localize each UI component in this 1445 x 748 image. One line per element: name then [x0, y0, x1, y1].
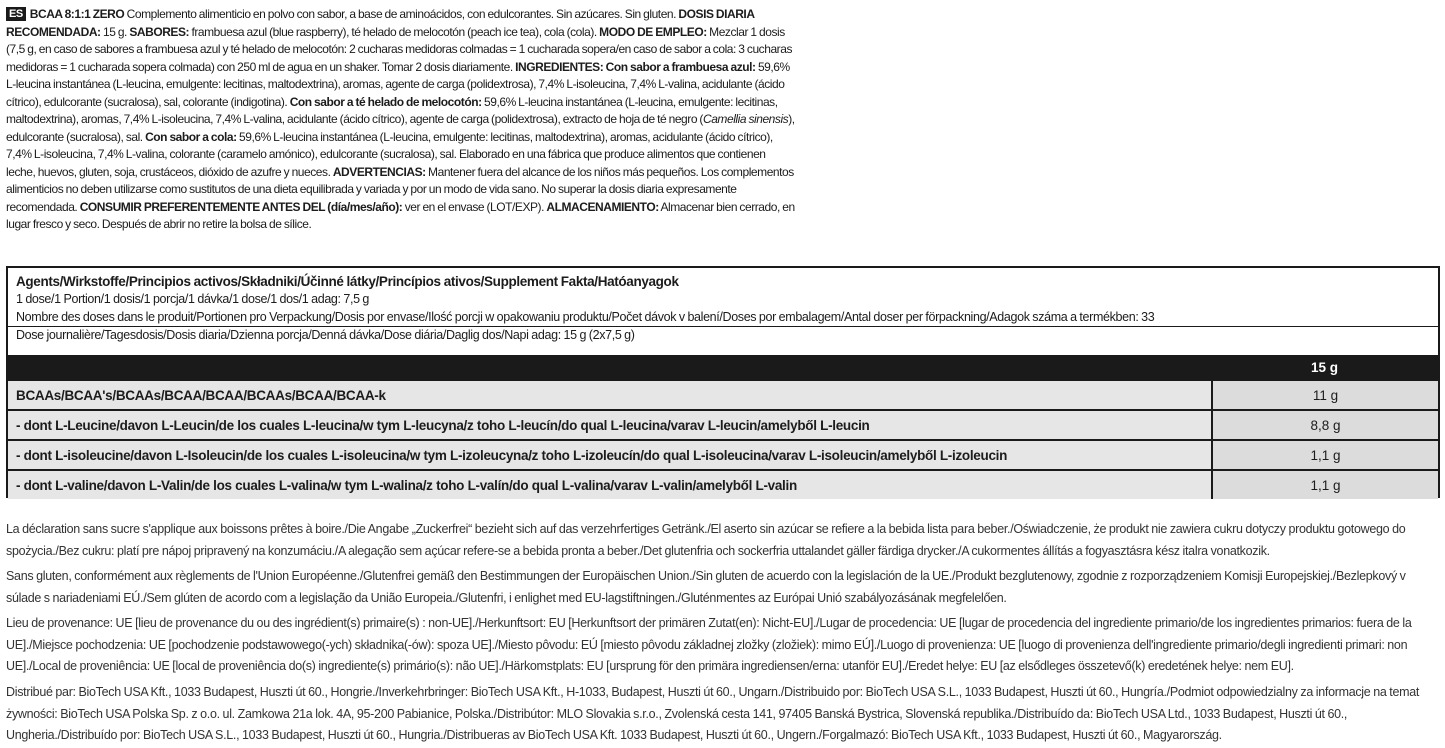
almacenamiento-text: Almacenar bien cerrado, en lugar fresco y seco. Después de abrir no retire la bolsa de sílice.: [6, 199, 795, 231]
product-intro: Complemento alimenticio en polvo con sabor, a base de aminoácidos, con edulcorantes. Sin azúcares. Sin gluten.: [124, 7, 679, 21]
advertencias-title: ADVERTENCIAS:: [332, 164, 426, 179]
sugar-free-note: La déclaration sans sucre s'applique aux boissons prêtes à boire./Die Angabe „Zuckerfrei“ bezieht sich auf das verzehrfertiges Getränk./El aserto sin azúcar se refiere a la bebida lista para beber./Oświadczenie, że produkt nie zawiera cukru dotyczy produktu gotowego do spożycia./Bez cukru: platí pre nápoj pripravený na konzumáciu./A alegação sem açúcar refere-se a bebida pronta a beber./Det glutenfria och sockerfria uttalandet gäller färdiga drycker./A cukormentes állítás a fogyasztásra kész italra vonatkozik.: [6, 522, 1406, 558]
advertencias-text: Mantener fuera del alcance de los niños más pequeños. Los complementos alimenticios no deben utilizarse como sustitutos de una dieta equilibrada y variada y por un modo de vida sano. No superar la dosis diaria expresamente recomendada.: [6, 164, 794, 214]
cola-title: Con sabor a cola:: [145, 129, 237, 144]
daily-dose: Dose journalière/Tagesdosis/Dosis diaria/Dzienna porcja/Denná dávka/Dose diária/Daglig dos/Napi adag: 15 g (2x7,5 g): [16, 328, 635, 342]
melocoton-text-a: 59,6% L-leucina instantánea (L-leucina, emulgente: lecitinas, maltodextrina), aromas, 7,4% L-isoleucina, 7,4% L-valina, acidulante (ácido cítrico), agente de carga (polidextrosa), extracto de hoja de té negro (: [6, 94, 778, 126]
supplement-facts-header: [8, 268, 1438, 345]
row-value: 1,1 g: [1211, 441, 1438, 469]
almacenamiento-title: ALMACENAMIENTO:: [546, 199, 659, 214]
product-name: BCAA 8:1:1 ZERO: [29, 7, 125, 21]
column-header-15g: 15 g: [1211, 355, 1438, 379]
gluten-free-note: Sans gluten, conformément aux règlements de l'Union Européenne./Glutenfrei gemäß den Bestimmungen der Europäischen Union./Sin gluten de acuerdo con la legislación de la UE./Produkt bezglutenowy, zgodnie z rozporządzeniem Komisji Europejskiej./Bezlepkový v súlade s nariadeniami EÚ./Sem glúten de acordo com a legislação da União Europeia./Glutenfri, i enlighet med EU-lagstiftningen./Gluténmentes az Európai Unió szabályozásának megfelelően.: [6, 569, 1406, 605]
cola-text: 59,6% L-leucina instantánea (L-leucina, emulgente: lecitinas, maltodextrina), aromas, acidulante (ácido cítrico), 7,4% L-isoleucina, 7,4% L-valina, colorante (caramelo amónico), edulcorante (sucralosa), sal. Elaborado en una fábrica que produce alimentos que contienen leche, huevos, gluten, soja, crustáceos, dióxido de azufre y nueces.: [6, 129, 773, 179]
melocoton-text-b: ), edulcorante (sucralosa), sal.: [6, 112, 795, 144]
modo-title: MODO DE EMPLEO:: [599, 24, 707, 39]
table-row: [8, 409, 1438, 439]
supplement-facts-box: [6, 266, 1440, 498]
consumir-text: ver en el envase (LOT/EXP).: [402, 199, 547, 214]
doses-per-pack: Nombre des doses dans le produit/Portionen pro Verpackung/Dosis por envase/Ilość porcji w opakowaniu produktu/Počet dávok v balení/Doses por embalagem/Antal doser per förpackning/Adagok száma a termékben: 33: [8, 309, 1438, 328]
table-header-row: [8, 355, 1438, 379]
spanish-label-text: [6, 6, 796, 234]
supplement-facts-table: [8, 355, 1438, 499]
row-value: 8,8 g: [1211, 411, 1438, 439]
ingredientes-title: INGREDIENTES:: [515, 59, 604, 74]
language-badge: ES: [6, 7, 26, 21]
distributor-note: Distribué par: BioTech USA Kft., 1033 Budapest, Huszti út 60., Hongrie./Inverkehrbringer: BioTech USA Kft., H-1033, Budapest, Huszti út 60., Ungarn./Distribuido por: BioTech USA S.L., 1033 Budapest, Huszti út 60., Hungría./Podmiot odpowiedzialny za informacje na temat żywności: BioTech USA Polska Sp. z o.o. ul. Zamkowa 21a lok. 4A, 95-200 Pabianice, Polska./Distribútor: MLO Slovakia s.r.o., Zvolenská cesta 141, 97405 Banská Bystrica, Slovenská republika./Distribuído da: BioTech USA Ltd., 1033 Budapest, Huszti út 60., Ungheria./Distribuído por: BioTech USA S.L., 1033 Budapest, Huszti út 60., Hungria./Distribueras av BioTech USA Kft. 1033 Budapest, Huszti út 60., Ungern./Forgalmazó: BioTech USA Kft., 1033 Budapest, Huszti út 60., Magyarország.: [6, 685, 1420, 742]
frambuesa-text: 59,6% L-leucina instantánea (L-leucina, emulgente: lecitinas, maltodextrina), aromas, agente de carga (polidextrosa), 7,4% L-isoleucina, 7,4% L-valina, acidulante (ácido cítrico), edulcorante (sucralosa), sal, colorante (indigotina).: [6, 59, 790, 109]
supplement-facts-title: Agents/Wirkstoffe/Principios activos/Składniki/Účinné látky/Princípios ativos/Supplement Fakta/Hatóanyagok: [16, 274, 679, 289]
sabores-text: frambuesa azul (blue raspberry), té helado de melocotón (peach ice tea), cola (cola).: [189, 24, 600, 39]
row-name: - dont L-Leucine/davon L-Leucin/de los cuales L-leucina/w tym L-leucyna/z toho L-leucín/do qual L-leucina/varav L-leucin/amelyből L-leucin: [16, 417, 870, 433]
modo-text: Mezclar 1 dosis (7,5 g, en caso de sabores a frambuesa azul y té helado de melocotón: 2 cucharas medidoras colmadas = 1 cucharada sopera/en caso de sabor a cola: 3 cucharas medidoras = 1 cucharada sopera colmada) con 250 ml de agua en un shaker. Tomar 2 dosis diariamente.: [6, 24, 792, 74]
table-row: [8, 469, 1438, 499]
table-row: [8, 379, 1438, 409]
melocoton-italic: Camellia sinensis: [702, 112, 789, 126]
table-row: [8, 439, 1438, 469]
consumir-title: CONSUMIR PREFERENTEMENTE ANTES DEL (día/mes/año):: [79, 199, 403, 214]
origin-note: Lieu de provenance: UE [lieu de provenance du ou des ingrédient(s) primaire(s) : non-UE]./Herkunftsort: EU [Herkunftsort der primären Zutat(en): Nicht-EU]./Lugar de procedencia: UE [lugar de procedencia del ingrediente primario/de los ingredientes primarios: fuera de la UE]./Miejsce pochodzenia: UE [pochodzenie podstawowego(-ych) składnika(-ów): spoza UE]./Miesto pôvodu: EÚ [miesto pôvodu základnej zložky (zložiek): mimo EÚ]./Luogo di provenienza: UE [luogo di provenienza dell'ingrediente primario/degli ingredienti primari: non UE]./Local de proveniência: UE [local de proveniência do(s) ingrediente(s) primário(s): não UE]./Härkomstplats: EU [ursprung för den primära ingrediensen/erna: utanför EU]./Eredet helye: EU [az elsődleges összetevő(k) eredetének helye: nem EU].: [6, 616, 1412, 673]
dosis-text: 15 g.: [100, 24, 130, 39]
dose-line: 1 dose/1 Portion/1 dosis/1 porcja/1 dávka/1 dose/1 dos/1 adag: 7,5 g: [16, 292, 370, 306]
melocoton-title: Con sabor a té helado de melocotón:: [289, 94, 482, 109]
row-name: BCAAs/BCAA's/BCAAs/BCAA/BCAA/BCAAs/BCAA/BCAA-k: [16, 387, 386, 403]
row-name: - dont L-isoleucine/davon L-Isoleucin/de los cuales L-isoleucina/w tym L-izoleucyna/z toho L-izoleucín/do qual L-isoleucina/varav L-isoleucin/amelyből L-izoleucin: [16, 447, 1008, 463]
row-value: 11 g: [1211, 381, 1438, 409]
sabores-title: SABORES:: [129, 24, 190, 39]
dosis-title: DOSIS DIARIA RECOMENDADA:: [6, 7, 755, 39]
row-value: 1,1 g: [1211, 471, 1438, 499]
row-name: - dont L-valine/davon L-Valin/de los cuales L-valina/w tym L-walina/z toho L-valín/do qual L-valina/varav L-valin/amelyből L-valin: [16, 477, 797, 493]
frambuesa-title: Con sabor a frambuesa azul:: [603, 59, 756, 74]
